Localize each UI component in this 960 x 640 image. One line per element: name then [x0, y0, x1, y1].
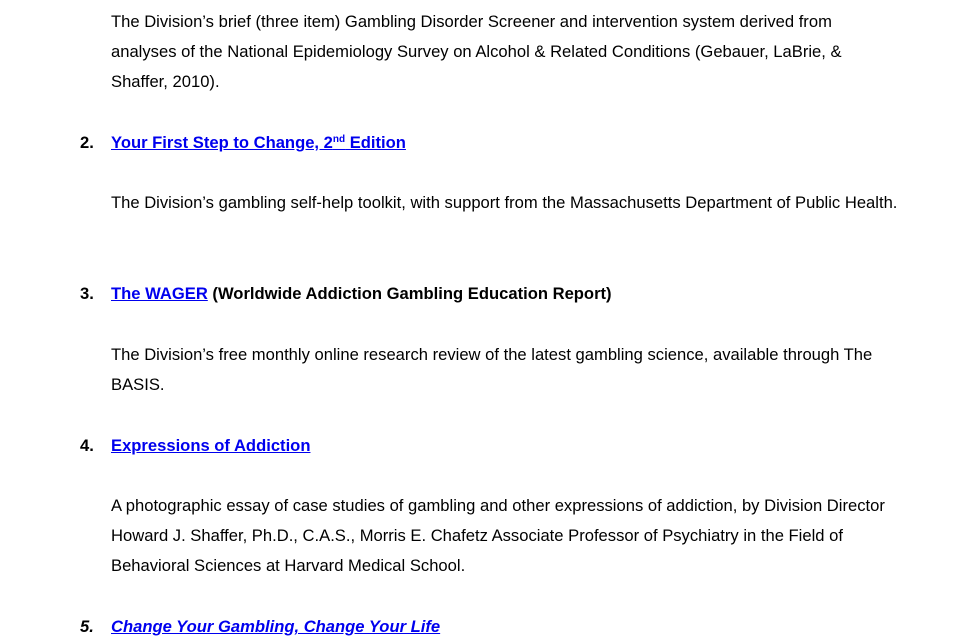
list-item-heading-5: [80, 616, 440, 638]
list-item-heading-4: [80, 435, 310, 457]
list-item-heading-3: [80, 283, 612, 305]
wager-subtitle: (Worldwide Addiction Gambling Education Report): [207, 284, 612, 303]
list-number: 2.: [80, 133, 94, 152]
list-item-description-2: The Division’s gambling self-help toolkit, with support from the Massachusetts Department of Public Health.: [111, 193, 898, 212]
the-wager-link[interactable]: The WAGER: [111, 284, 208, 303]
intro-paragraph: The Division’s brief (three item) Gambling Disorder Screener and intervention system derived from analyses of the National Epidemiology Survey on Alcohol & Related Conditions (Gebauer, LaBrie, & Shaffer, 2010).: [111, 12, 842, 91]
list-number: 3.: [80, 284, 94, 303]
list-number: 4.: [80, 436, 94, 455]
list-number: 5.: [80, 617, 94, 636]
list-item-description-3: The Division’s free monthly online research review of the latest gambling science, available through The BASIS.: [111, 345, 873, 394]
expressions-of-addiction-link[interactable]: Expressions of Addiction: [111, 436, 311, 455]
your-first-step-link[interactable]: Your First Step to Change, 2nd Edition: [111, 133, 406, 152]
change-your-gambling-link[interactable]: Change Your Gambling, Change Your Life: [111, 617, 441, 636]
list-item-heading-2: [80, 132, 406, 154]
list-item-description-4: A photographic essay of case studies of gambling and other expressions of addiction, by Division Director Howard J. Shaffer, Ph.D., C.A.S., Morris E. Chafetz Associate Professor of Psychiatry in the Field of Behavioral Sciences at Harvard Medical School.: [111, 496, 885, 575]
